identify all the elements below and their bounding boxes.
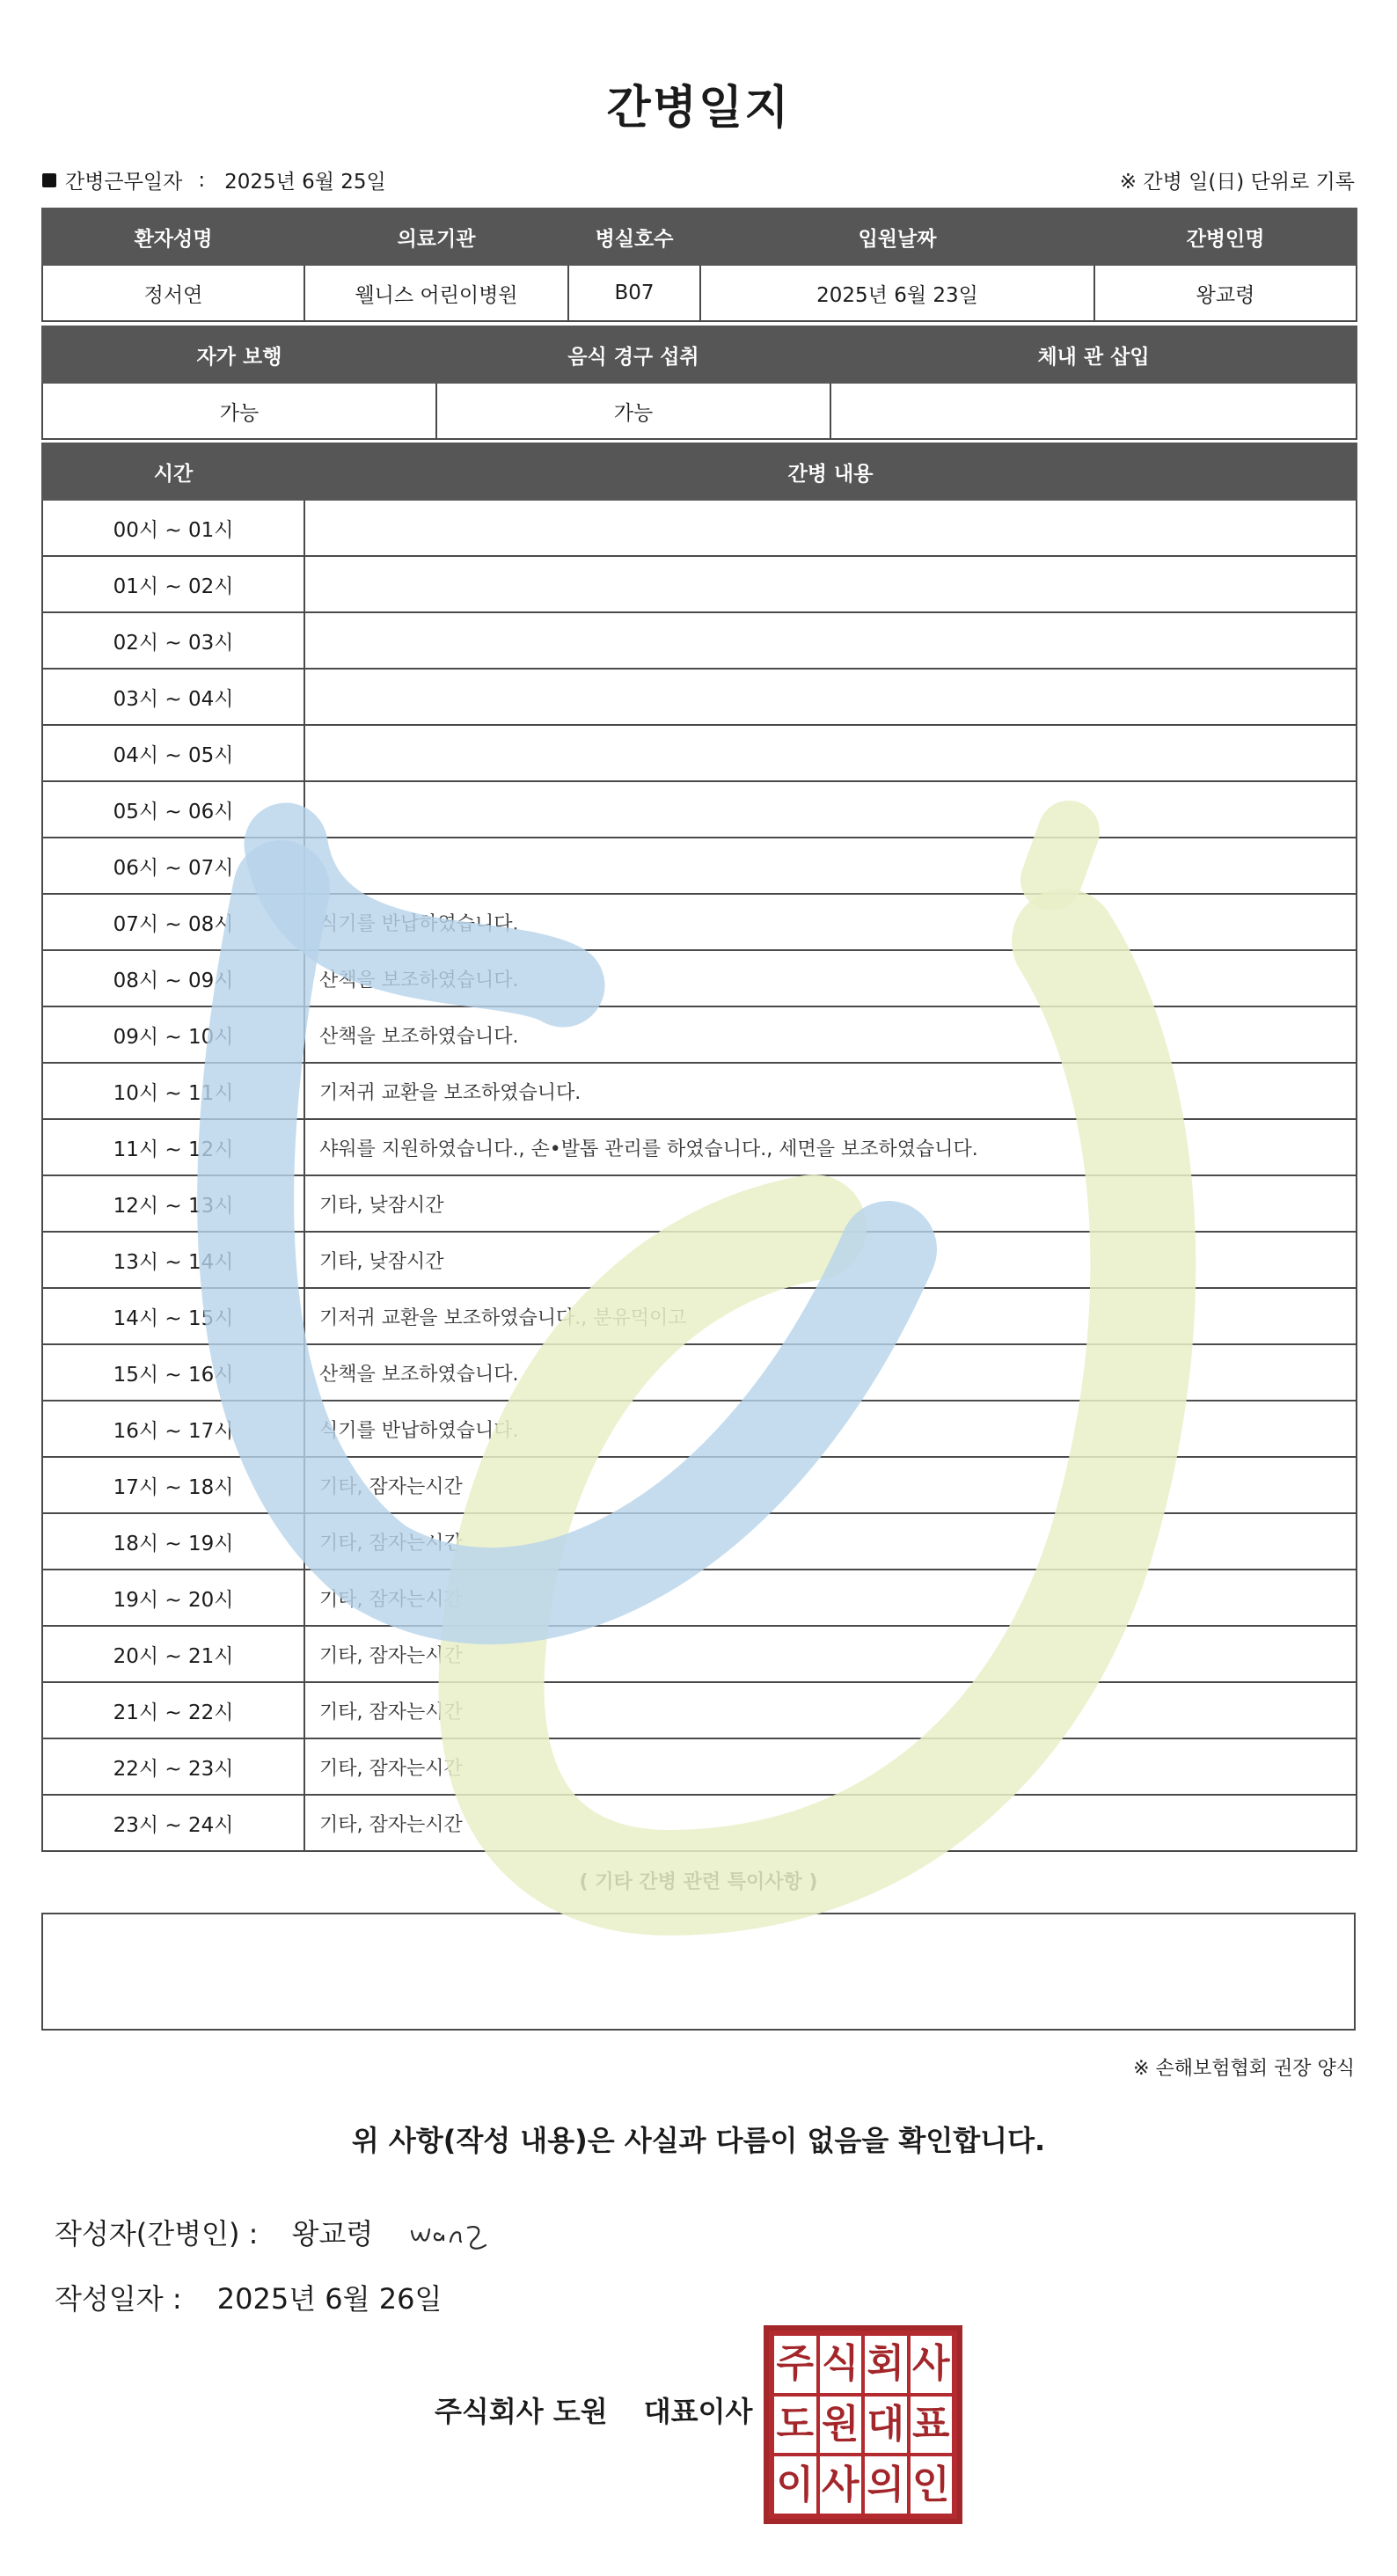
care-log-row <box>42 556 1357 612</box>
care-log-content <box>304 781 1357 838</box>
care-log-content <box>304 556 1357 612</box>
care-log-row <box>42 1063 1357 1119</box>
care-log-row <box>42 612 1357 669</box>
tube-insertion-value <box>830 383 1357 439</box>
care-log-content: 기타, 잠자는시간 <box>304 1682 1357 1738</box>
hospital-name: 웰니스 어린이병원 <box>304 265 568 321</box>
care-log-content <box>304 838 1357 894</box>
care-log-row <box>42 781 1357 838</box>
oral-intake-value: 가능 <box>436 383 830 439</box>
care-log-time: 15시 ~ 16시 <box>42 1344 304 1401</box>
care-log-time: 10시 ~ 11시 <box>42 1063 304 1119</box>
care-log-time: 03시 ~ 04시 <box>42 669 304 725</box>
care-log-row <box>42 1513 1357 1570</box>
care-log-time: 11시 ~ 12시 <box>42 1119 304 1175</box>
care-log-time: 09시 ~ 10시 <box>42 1006 304 1063</box>
patient-name: 정서연 <box>42 265 304 321</box>
care-log-content: 산책을 보조하였습니다. <box>304 1006 1357 1063</box>
care-log-time: 22시 ~ 23시 <box>42 1738 304 1795</box>
care-log-row <box>42 950 1357 1006</box>
notes-title: ( 기타 간병 관련 특이사항 ) <box>579 1871 818 1893</box>
header-hospital: 의료기관 <box>304 209 568 265</box>
care-log-content: 산책을 보조하였습니다. <box>304 1344 1357 1401</box>
author-label: 작성자(간병인) : <box>55 2217 259 2250</box>
care-log-time: 12시 ~ 13시 <box>42 1175 304 1232</box>
seal-character: 인 <box>909 2455 954 2515</box>
seal-character: 원 <box>818 2395 864 2455</box>
room-number: B07 <box>568 265 700 321</box>
care-log-time: 06시 ~ 07시 <box>42 838 304 894</box>
care-log-time: 19시 ~ 20시 <box>42 1570 304 1626</box>
care-log-row <box>42 1175 1357 1232</box>
care-log-content <box>304 725 1357 781</box>
patient-status-table <box>41 326 1357 440</box>
care-log-time: 20시 ~ 21시 <box>42 1626 304 1682</box>
company-seal-icon <box>764 2325 962 2524</box>
seal-characters <box>772 2334 954 2515</box>
care-log-content: 식기를 반납하였습니다. <box>304 894 1357 950</box>
care-log-content: 기타, 낮잠시간 <box>304 1175 1357 1232</box>
care-log-row <box>42 669 1357 725</box>
header-admission-date: 입원날짜 <box>700 209 1094 265</box>
admission-date: 2025년 6월 23일 <box>700 265 1094 321</box>
care-log-row <box>42 725 1357 781</box>
work-date-line <box>42 165 386 194</box>
seal-character: 표 <box>909 2395 954 2455</box>
caregiver-name: 왕교령 <box>1094 265 1357 321</box>
seal-character: 사 <box>818 2455 864 2515</box>
signature-icon <box>405 2206 537 2259</box>
care-log-content: 기타, 잠자는시간 <box>304 1795 1357 1851</box>
care-log-row <box>42 1457 1357 1513</box>
document-title: 간병일지 <box>606 82 791 135</box>
care-log-content: 기타, 잠자는시간 <box>304 1513 1357 1570</box>
care-log-row <box>42 1570 1357 1626</box>
care-log-content <box>304 500 1357 556</box>
care-log-row <box>42 1119 1357 1175</box>
care-log-time: 16시 ~ 17시 <box>42 1401 304 1457</box>
care-log-row <box>42 1344 1357 1401</box>
care-log-time: 23시 ~ 24시 <box>42 1795 304 1851</box>
care-log-table <box>41 443 1357 1852</box>
notes-box <box>41 1913 1356 2031</box>
company-name: 주식회사 도원 <box>435 2395 608 2428</box>
care-log-time: 00시 ~ 01시 <box>42 500 304 556</box>
care-log-row <box>42 500 1357 556</box>
form-source-note: ※ 손해보험협회 권장 양식 <box>1133 2058 1355 2080</box>
care-log-content: 기타, 잠자는시간 <box>304 1738 1357 1795</box>
self-walking-value: 가능 <box>42 383 436 439</box>
care-log-content: 식기를 반납하였습니다. <box>304 1401 1357 1457</box>
seal-character: 사 <box>909 2334 954 2395</box>
care-log-row <box>42 838 1357 894</box>
header-time: 시간 <box>42 443 304 500</box>
seal-character: 의 <box>863 2455 909 2515</box>
care-log-time: 18시 ~ 19시 <box>42 1513 304 1570</box>
header-self-walking: 자가 보행 <box>42 326 436 383</box>
header-tube-insertion: 체내 관 삽입 <box>830 326 1357 383</box>
care-log-time: 01시 ~ 02시 <box>42 556 304 612</box>
care-log-time: 04시 ~ 05시 <box>42 725 304 781</box>
ceo-title: 대표이사 <box>643 2395 753 2428</box>
care-log-time: 02시 ~ 03시 <box>42 612 304 669</box>
care-log-row <box>42 1626 1357 1682</box>
care-log-row <box>42 1795 1357 1851</box>
seal-character: 회 <box>863 2334 909 2395</box>
patient-info-table <box>41 208 1357 322</box>
care-log-row <box>42 894 1357 950</box>
care-log-content <box>304 612 1357 669</box>
care-log-time: 21시 ~ 22시 <box>42 1682 304 1738</box>
written-date-value: 2025년 6월 26일 <box>216 2282 443 2316</box>
seal-character: 도 <box>772 2395 818 2455</box>
confirmation-statement: 위 사항(작성 내용)은 사실과 다름이 없음을 확인합니다. <box>351 2124 1046 2157</box>
seal-character: 이 <box>772 2455 818 2515</box>
care-log-time: 17시 ~ 18시 <box>42 1457 304 1513</box>
written-date-line <box>55 2277 442 2317</box>
care-log-time: 07시 ~ 08시 <box>42 894 304 950</box>
care-log-time: 05시 ~ 06시 <box>42 781 304 838</box>
care-log-content: 샤워를 지원하였습니다., 손•발톱 관리를 하였습니다., 세면을 보조하였습니다. <box>304 1119 1357 1175</box>
care-log-row <box>42 1682 1357 1738</box>
care-log-body <box>42 500 1357 1851</box>
care-log-content: 기타, 잠자는시간 <box>304 1570 1357 1626</box>
company-line <box>435 2389 752 2430</box>
author-line <box>55 2212 373 2252</box>
header-caregiver-name: 간병인명 <box>1094 209 1357 265</box>
header-oral-intake: 음식 경구 섭취 <box>436 326 830 383</box>
seal-character: 주 <box>772 2334 818 2395</box>
care-log-content: 기저귀 교환을 보조하였습니다., 분유먹이고 <box>304 1288 1357 1344</box>
care-log-time: 14시 ~ 15시 <box>42 1288 304 1344</box>
seal-character: 식 <box>818 2334 864 2395</box>
care-log-content: 기타, 낮잠시간 <box>304 1232 1357 1288</box>
care-log-time: 08시 ~ 09시 <box>42 950 304 1006</box>
care-log-content: 산책을 보조하였습니다. <box>304 950 1357 1006</box>
care-log-row <box>42 1738 1357 1795</box>
care-log-time: 13시 ~ 14시 <box>42 1232 304 1288</box>
header-care-content: 간병 내용 <box>304 443 1357 500</box>
care-log-content: 기타, 잠자는시간 <box>304 1457 1357 1513</box>
seal-character: 대 <box>863 2395 909 2455</box>
care-log-content <box>304 669 1357 725</box>
care-log-content: 기저귀 교환을 보조하였습니다. <box>304 1063 1357 1119</box>
header-room-number: 병실호수 <box>568 209 700 265</box>
author-name: 왕교령 <box>291 2217 374 2250</box>
bullet-square-icon <box>42 173 56 187</box>
work-date-separator: : <box>198 168 206 192</box>
work-date-label: 간병근무일자 <box>65 171 183 194</box>
care-log-row <box>42 1232 1357 1288</box>
care-log-content: 기타, 잠자는시간 <box>304 1626 1357 1682</box>
header-patient-name: 환자성명 <box>42 209 304 265</box>
written-date-label: 작성일자 : <box>55 2282 182 2316</box>
care-log-row <box>42 1401 1357 1457</box>
care-log-row <box>42 1006 1357 1063</box>
record-unit-note: ※ 간병 일(日) 단위로 기록 <box>1119 171 1355 194</box>
care-log-row <box>42 1288 1357 1344</box>
work-date-value: 2025년 6월 25일 <box>224 171 386 194</box>
